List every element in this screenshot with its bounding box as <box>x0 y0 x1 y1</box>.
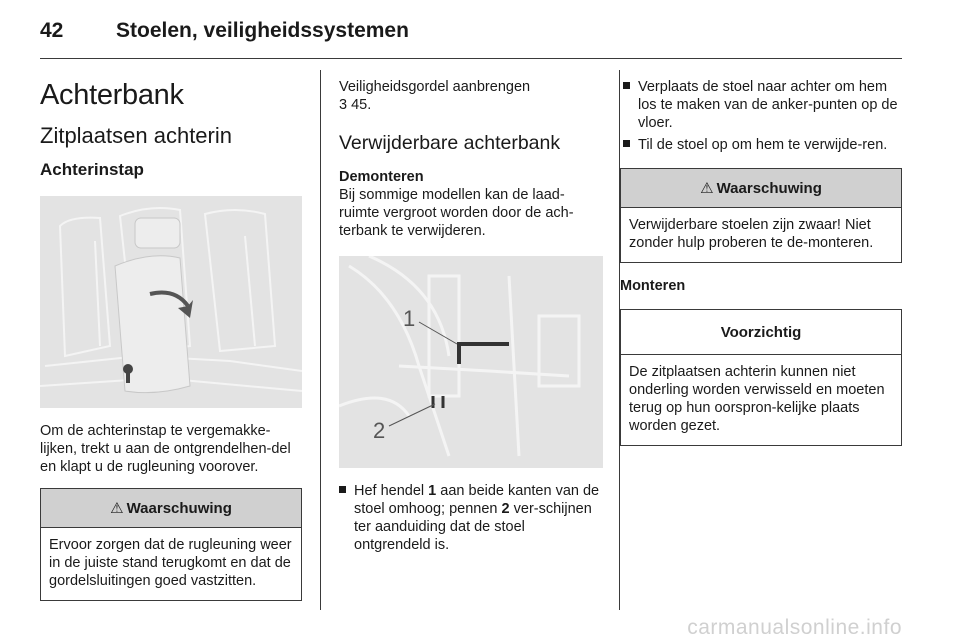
bullet-square-icon <box>623 140 630 147</box>
page-reference: 3 45. <box>339 97 372 113</box>
column-2 <box>339 70 603 554</box>
warning-title: Waarschuwing <box>126 499 232 517</box>
bullet-square-icon <box>623 82 630 89</box>
column-1 <box>40 70 302 601</box>
watermark: carmanualsonline.info <box>687 616 902 639</box>
demonteren-title: Demonteren <box>339 169 424 185</box>
list-item: Verplaats de stoel naar achter om hem los te maken van de anker-punten op de vloer. <box>623 78 902 132</box>
subsection-title: Zitplaatsen achterin <box>40 123 232 148</box>
monteren-title: Monteren <box>620 278 686 294</box>
warning-title: Waarschuwing <box>716 179 822 197</box>
caution-text: De zitplaatsen achterin kunnen niet onderling worden verwisseld en moeten terug op hun oorspron-kelijke plaats worden gezet. <box>629 364 885 434</box>
caution-header: Voorzichtig <box>621 310 901 355</box>
removable-bench-title: Verwijderbare achterbank <box>339 132 561 154</box>
figure-label-1: 1 <box>403 306 416 331</box>
demonteren-text: Bij sommige modellen kan de laad-ruimte vergroot worden door de ach-terbank te verwijderen. <box>339 187 574 239</box>
section-title: Achterbank <box>40 79 184 111</box>
warning-triangle-icon: ⚠ <box>110 500 124 517</box>
rear-seat-illustration <box>40 196 302 408</box>
demonteren-steps-cont <box>620 78 902 154</box>
release-lever-illustration <box>339 256 603 468</box>
page-header-title: Stoelen, veiligheidssystemen <box>116 19 409 42</box>
column-divider-1 <box>320 70 321 610</box>
warning-text: Ervoor zorgen dat de rugleuning weer in de juiste stand terugkomt en dat de gordelsluitingen goed vastzitten. <box>49 537 292 589</box>
demonteren-steps <box>339 482 603 554</box>
column-3 <box>620 70 902 446</box>
page-number: 42 <box>40 19 64 42</box>
warning-header <box>41 489 301 528</box>
figure-label-2: 2 <box>373 418 386 443</box>
header-rule <box>40 58 902 59</box>
warning-triangle-icon: ⚠ <box>700 180 714 197</box>
achterinstap-text: Om de achterinstap te vergemakke-lijken, trekt u aan de ontgrendelhen-del en klapt u de rugleuning voorover. <box>40 423 291 475</box>
caution-box <box>620 309 902 446</box>
bullet-square-icon <box>339 486 346 493</box>
intro-line: Veiligheidsgordel aanbrengen <box>339 79 531 95</box>
topic-title: Achterinstap <box>40 160 144 179</box>
warning-text: Verwijderbare stoelen zijn zwaar! Niet zonder hulp proberen te de-monteren. <box>629 217 874 251</box>
list-item: Hef hendel 1 aan beide kanten van de stoel omhoog; pennen 2 ver-schijnen ter aanduiding dat de stoel ontgrendeld is. <box>339 482 603 554</box>
warning-box <box>620 168 902 263</box>
warning-box <box>40 488 302 601</box>
warning-header <box>621 169 901 208</box>
list-item: Til de stoel op om hem te verwijde-ren. <box>623 136 902 154</box>
